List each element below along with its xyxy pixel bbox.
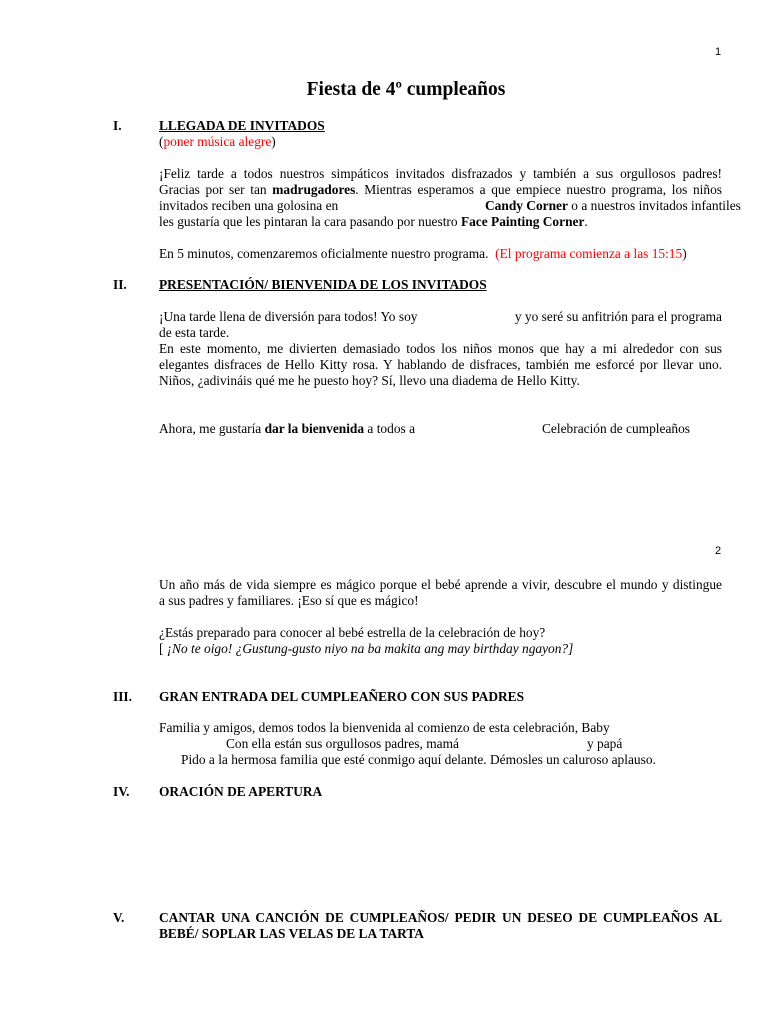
section-heading-4: ORACIÓN DE APERTURA	[159, 784, 323, 799]
s3-line-1: Familia y amigos, demos todos la bienvenida al comienzo de esta celebración, Baby	[159, 720, 610, 735]
section-numeral-3: III.	[113, 689, 132, 704]
s1-line-1: ¡Feliz tarde a todos nuestros simpáticos invitados disfrazados y también a sus orgullosos padres!	[159, 166, 722, 181]
page-number: 2	[715, 545, 722, 557]
s2-tagalog-line: [ ¡No te oigo! ¿Gustung-gusto niyo na ba makita ang may birthday ngayon?]	[159, 641, 574, 656]
s2-line-1: ¡Una tarde llena de diversión para todos! Yo soy y yo seré su anfitrión para el programa	[159, 309, 722, 324]
section-heading-5-cont: BEBÉ/ SOPLAR LAS VELAS DE LA TARTA	[159, 926, 424, 941]
s1-line-2: Gracias por ser tan madrugadores. Mientras esperamos a que empiece nuestro programa, los niños	[159, 182, 722, 197]
document-title: Fiesta de 4º cumpleaños	[306, 79, 506, 100]
s2-welcome-line: Ahora, me gustaría dar la bienvenida a todos a Celebración de cumpleaños	[159, 421, 690, 436]
s2-line-2: de esta tarde.	[159, 325, 230, 340]
section-numeral-5: V.	[113, 910, 125, 925]
section-heading-1: LLEGADA DE INVITADOS	[159, 118, 325, 133]
section-numeral-1: I.	[113, 118, 122, 133]
music-note: (poner música alegre)	[159, 134, 276, 149]
section-heading-3: GRAN ENTRADA DEL CUMPLEAÑERO CON SUS PADRES	[159, 689, 525, 704]
s2-question: ¿Estás preparado para conocer al bebé estrella de la celebración de hoy?	[159, 625, 546, 640]
s2-line-5: Niños, ¿adivináis qué me he puesto hoy? Sí, llevo una diadema de Hello Kitty.	[159, 373, 580, 388]
section-numeral-2: II.	[113, 277, 127, 292]
s2-line-3: En este momento, me divierten demasiado todos los niños monos que hay a mi alrededor con sus	[159, 341, 722, 356]
s2-line-6: Un año más de vida siempre es mágico porque el bebé aprende a vivir, descubre el mundo y distingue	[159, 577, 722, 592]
section-heading-2: PRESENTACIÓN/ BIENVENIDA DE LOS INVITADOS	[159, 277, 487, 292]
s1-start-time: En 5 minutos, comenzaremos oficialmente nuestro programa. (El programa comienza a las 15:15)	[159, 246, 687, 261]
section-heading-5: CANTAR UNA CANCIÓN DE CUMPLEAÑOS/ PEDIR UN DESEO DE CUMPLEAÑOS AL	[159, 910, 722, 925]
s1-line-4: les gustaría que les pintaran la cara pasando por nuestro Face Painting Corner.	[159, 214, 588, 229]
section-numeral-4: IV.	[113, 784, 130, 799]
page-number: 1	[715, 46, 722, 58]
s2-line-4: elegantes disfraces de Hello Kitty rosa. Y hablando de disfraces, también me esforcé por llevar uno.	[159, 357, 722, 372]
s1-line-3: invitados reciben una golosina en Candy Corner o a nuestros invitados infantiles	[159, 198, 741, 213]
s2-line-7: a sus padres y familiares. ¡Eso sí que es mágico!	[159, 593, 419, 608]
